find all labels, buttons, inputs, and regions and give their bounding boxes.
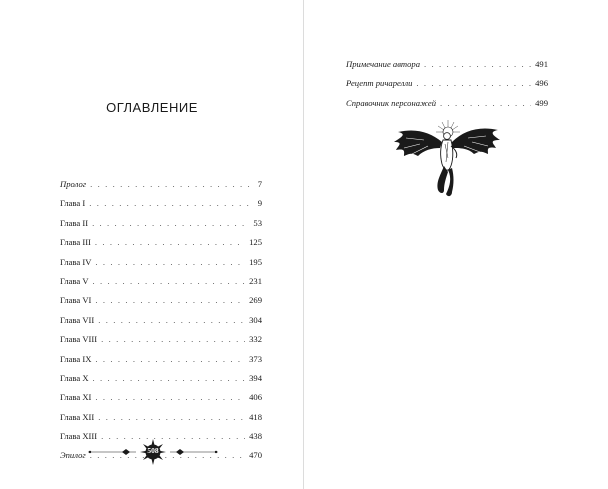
toc-entry[interactable]	[60, 411, 262, 430]
toc-entry-page: 406	[249, 392, 262, 403]
toc-entry-page: 491	[535, 59, 548, 69]
toc-entry-page: 470	[249, 450, 262, 461]
page-number: 508	[147, 446, 159, 455]
toc-entry-page: 269	[249, 295, 262, 306]
dot-leader	[92, 217, 249, 229]
toc-entry-label: Рецепт ричарелли	[346, 78, 413, 89]
toc-entry-label: Глава XIII	[60, 431, 98, 442]
dot-leader	[93, 372, 246, 384]
toc-entry-label: Глава III	[60, 237, 91, 248]
right-page	[304, 0, 608, 489]
toc-entry-label: Глава II	[60, 217, 89, 228]
dot-leader	[95, 353, 245, 365]
toc-entry-label: Глава X	[60, 372, 89, 383]
toc-entry-label: Глава XI	[60, 392, 92, 403]
dot-leader	[101, 333, 245, 345]
toc-entry[interactable]	[60, 178, 262, 197]
toc-entry-label: Глава V	[60, 275, 89, 286]
toc-entry[interactable]	[346, 97, 548, 116]
toc-entry[interactable]	[60, 217, 262, 236]
toc-entry[interactable]	[60, 391, 262, 410]
toc-entry-label: Глава VI	[60, 295, 92, 306]
toc-entry-page: 332	[249, 334, 262, 345]
toc-entry-page: 231	[249, 275, 262, 286]
toc-entry-page: 499	[535, 97, 548, 108]
toc-entry-label: Примечание автора	[346, 59, 421, 69]
dot-leader	[90, 178, 254, 190]
dot-leader	[416, 77, 531, 89]
toc-entry-label: Глава I	[60, 198, 86, 209]
dot-leader	[98, 314, 245, 326]
toc-entry-page: 496	[535, 78, 548, 89]
dot-leader	[440, 97, 531, 109]
toc-entry-page: 373	[249, 353, 262, 364]
toc-entry[interactable]	[60, 256, 262, 275]
toc-entry-page: 438	[249, 431, 262, 442]
toc-entry-label: Глава XII	[60, 411, 95, 422]
toc-entry-page: 304	[249, 314, 262, 325]
toc-entry[interactable]	[60, 353, 262, 372]
toc-entry-page: 394	[249, 372, 262, 383]
toc-entry[interactable]	[60, 236, 262, 255]
toc-entry-page: 195	[249, 256, 262, 267]
toc-entry[interactable]	[60, 333, 262, 352]
toc-title: ОГЛАВЛЕНИЕ	[106, 100, 198, 115]
toc-entry[interactable]	[346, 58, 548, 77]
dot-leader	[93, 275, 246, 287]
toc-list	[60, 178, 262, 469]
toc-entry-label: Глава VIII	[60, 334, 98, 345]
toc-entry-label: Пролог	[60, 179, 87, 189]
toc-entry[interactable]	[60, 275, 262, 294]
toc-entry-page: 125	[249, 237, 262, 248]
toc-entry-page: 9	[257, 198, 262, 209]
toc-entry-page: 418	[249, 411, 262, 422]
toc-entry[interactable]	[346, 77, 548, 96]
dot-leader	[95, 256, 245, 268]
toc-entry[interactable]	[60, 294, 262, 313]
toc-entry[interactable]	[60, 314, 262, 333]
winged-angel-icon	[390, 118, 502, 204]
dot-leader	[95, 294, 245, 306]
toc-list-continued	[346, 58, 548, 116]
toc-entry-label: Глава IV	[60, 256, 92, 267]
dot-leader	[95, 236, 245, 248]
toc-entry[interactable]	[60, 372, 262, 391]
dot-leader	[89, 197, 254, 209]
toc-entry-page: 7	[257, 179, 262, 189]
dot-leader	[424, 58, 531, 70]
toc-entry-page: 53	[253, 217, 262, 228]
toc-entry-label: Глава IX	[60, 353, 92, 364]
toc-entry[interactable]	[60, 197, 262, 216]
toc-entry-label: Эпилог	[60, 450, 86, 461]
toc-entry-label: Глава VII	[60, 314, 95, 325]
dot-leader	[95, 391, 245, 403]
dot-leader	[98, 411, 245, 423]
toc-entry-label: Справочник персонажей	[346, 97, 436, 108]
